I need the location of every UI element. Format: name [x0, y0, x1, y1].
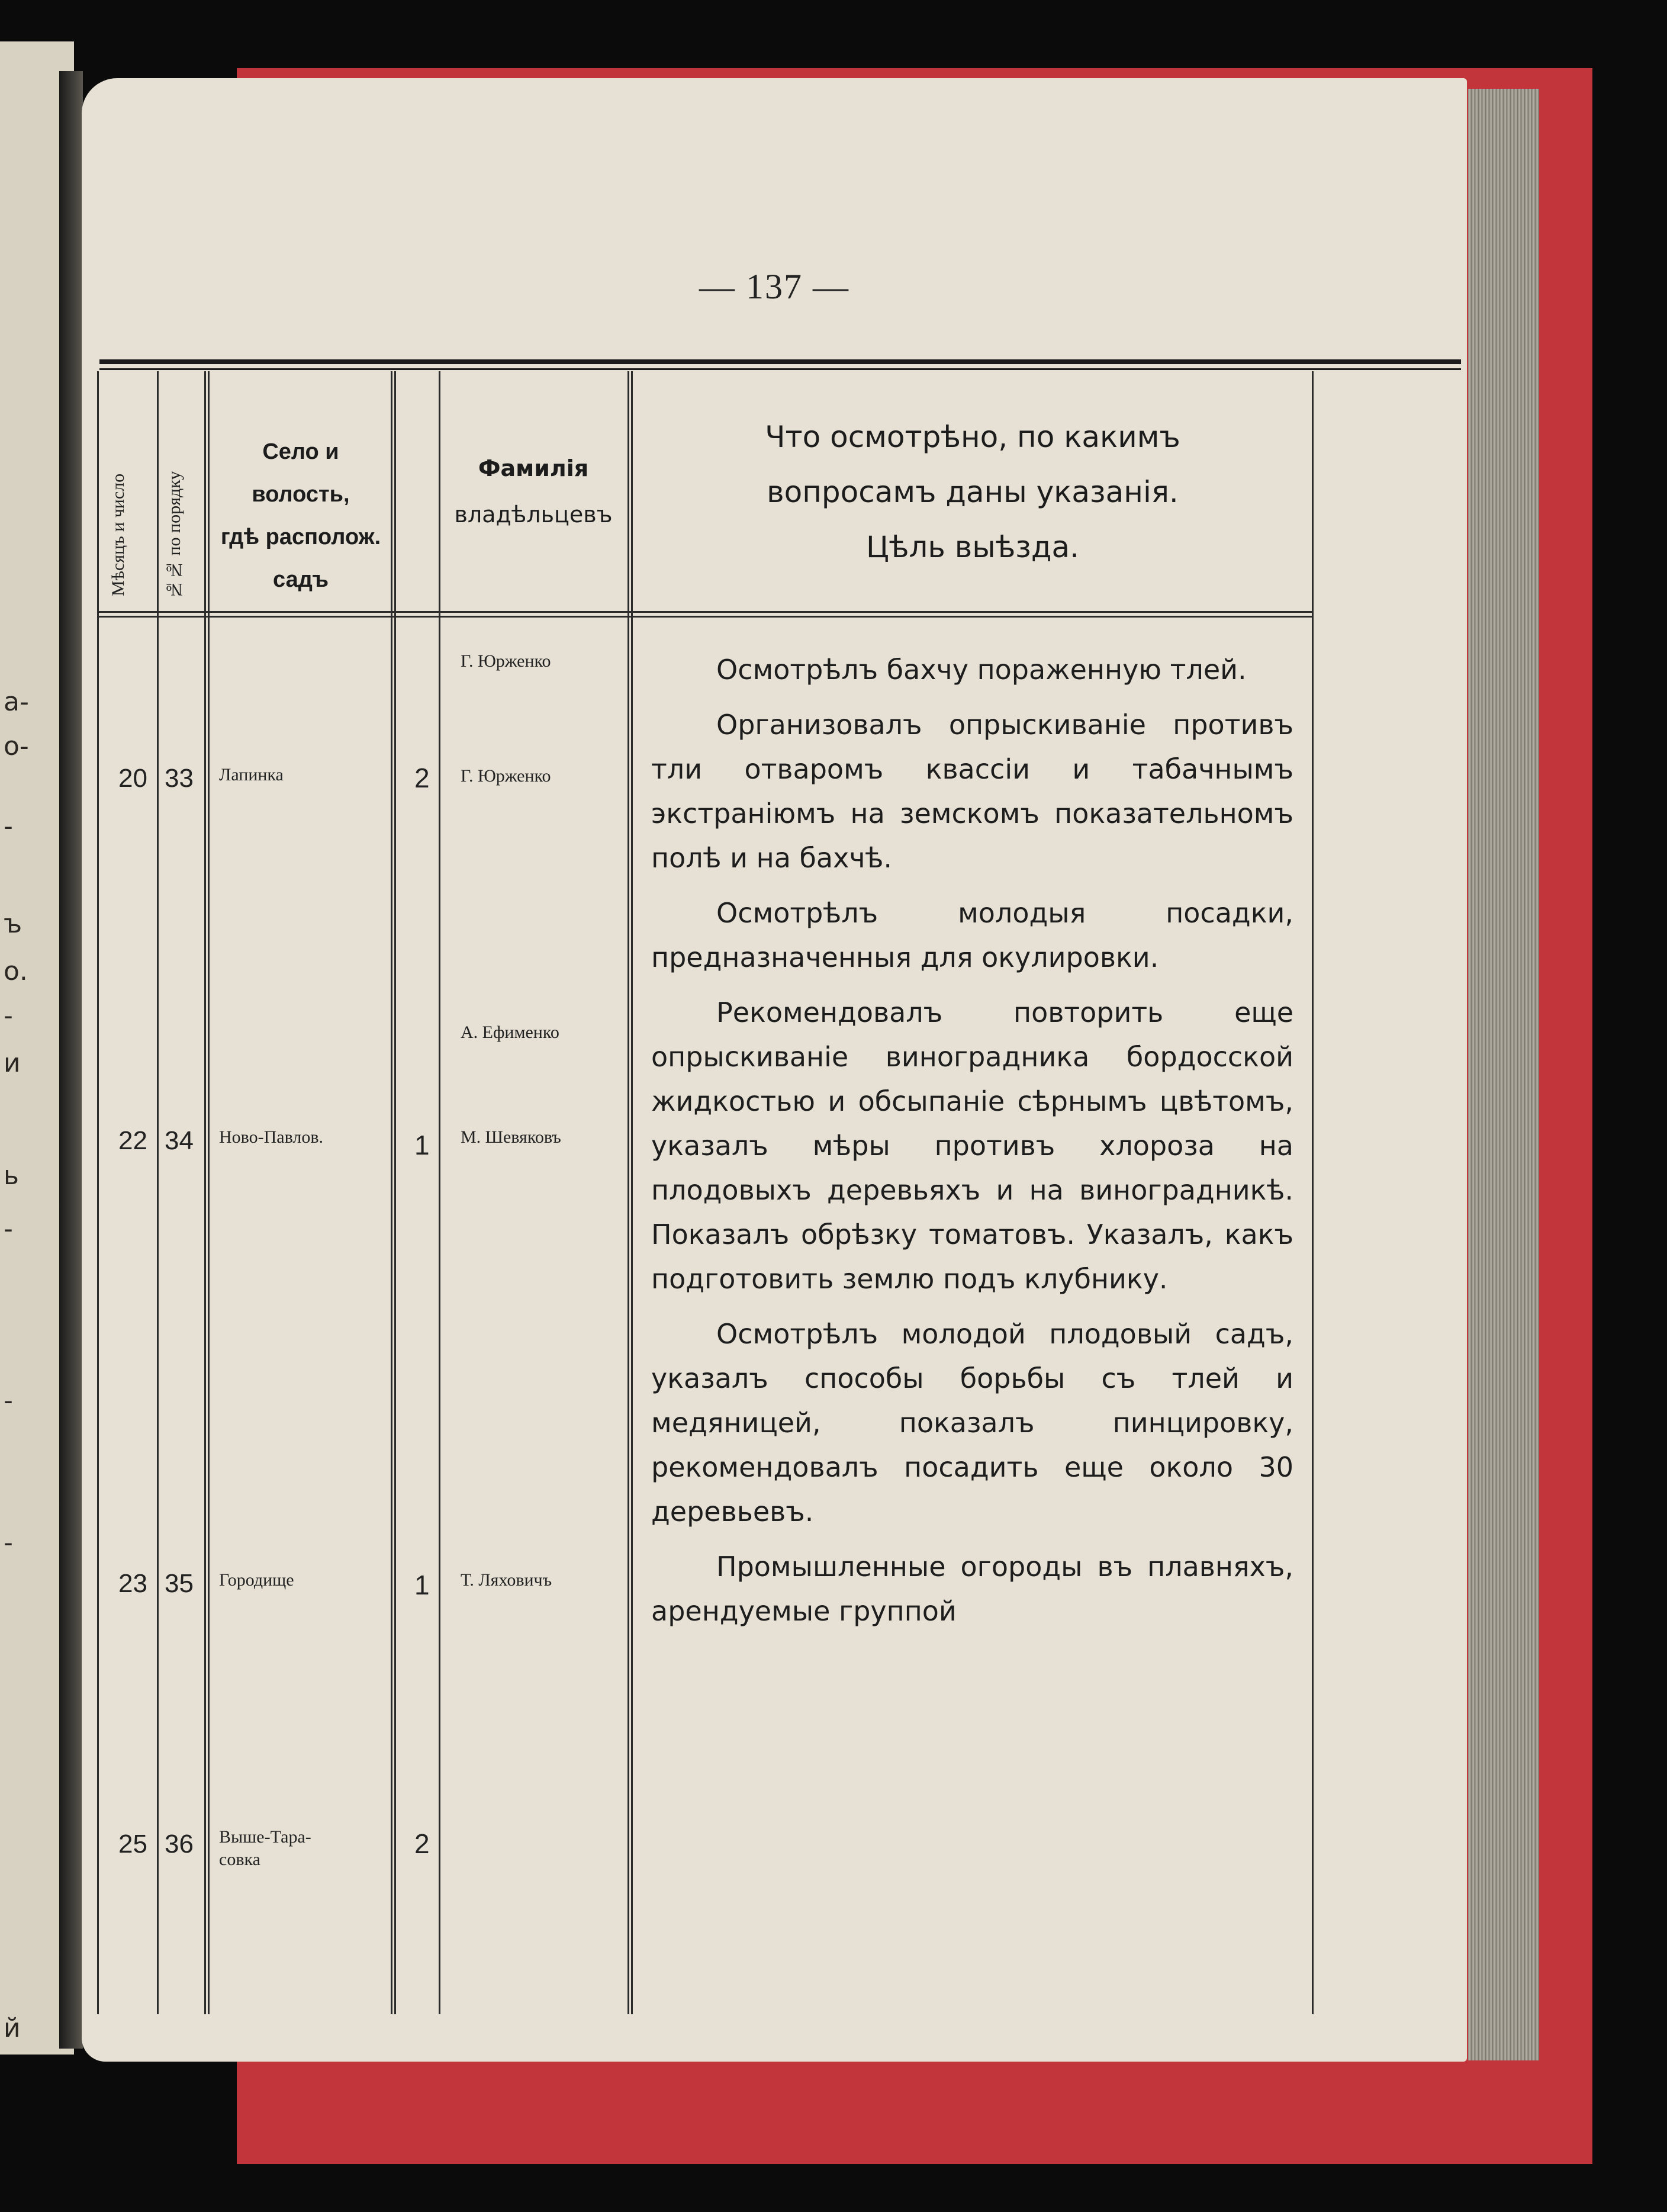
note-paragraph: Промышленные огороды въ плавняхъ, арендуемые группой: [651, 1551, 1293, 1627]
left-fragment: -: [4, 1528, 13, 1558]
place-cell: Лапинка: [219, 765, 284, 785]
order-cell: 34: [165, 1126, 194, 1155]
inspection-notes: [651, 648, 1293, 1644]
place-cell: Ново-Павлов.: [219, 1127, 324, 1147]
day-cell: 23: [118, 1569, 147, 1598]
header-line: гдѣ располож.: [220, 525, 381, 549]
owner-cell: Г. Юрженко: [461, 766, 551, 786]
header-owner: [440, 445, 626, 538]
left-fragment: и: [4, 1048, 21, 1078]
header-line: владѣльцевъ: [454, 501, 613, 528]
header-line: Цѣль выѣзда.: [866, 530, 1079, 564]
header-line: Что осмотрѣно, по какимъ: [765, 420, 1180, 454]
header-line: Село и волость,: [252, 439, 350, 507]
header-order-no: №№ по порядку: [165, 471, 184, 599]
owner-cell: М. Шевяковъ: [461, 1127, 561, 1147]
order-cell: 35: [165, 1569, 194, 1598]
header-inspected: [635, 410, 1310, 575]
column-divider: [157, 371, 159, 2014]
day-cell: 22: [118, 1126, 147, 1155]
header-line: Фамилія: [478, 455, 589, 481]
count-cell: 1: [414, 1570, 430, 1600]
left-fragment: -: [4, 1001, 13, 1031]
left-fragment: -: [4, 1214, 13, 1244]
left-fragment: -: [4, 1385, 13, 1416]
place-cell: Городище: [219, 1570, 294, 1590]
page-edges: [1468, 89, 1539, 2060]
note-paragraph: Осмотрѣлъ молодыя посадки, предназначенныя для окулировки.: [651, 897, 1293, 973]
header-month-day: Мѣсяцъ и число: [108, 473, 128, 596]
column-divider: [627, 371, 629, 2014]
note-paragraph: Осмотрѣлъ молодой плодовый садъ, указалъ способы борьбы съ тлей и медяницей, показалъ пинцировку, рекомендовалъ посадить еще около 30 деревьевъ.: [651, 1318, 1293, 1528]
day-cell: 20: [118, 764, 147, 793]
left-fragment: о.: [4, 956, 28, 986]
count-cell: 2: [414, 1828, 430, 1859]
owner-cell: Т. Ляховичъ: [461, 1570, 552, 1590]
table-border-left: [97, 371, 99, 2014]
header-village: [212, 430, 390, 601]
header-rule: [97, 611, 1314, 613]
order-cell: 33: [165, 764, 194, 793]
book-spine: [59, 71, 83, 2049]
header-rule: [97, 616, 1314, 618]
owner-cell: Г. Юрженко: [461, 651, 551, 671]
column-divider: [208, 371, 210, 2014]
column-divider: [391, 371, 392, 2014]
right-page: [82, 78, 1467, 2062]
note-paragraph: Организовалъ опрыскиваніе противъ тли отваромъ квассіи и табачнымъ экстраніюмъ на земскомъ показательномъ полѣ и на бахчѣ.: [651, 709, 1293, 874]
header-line: вопросамъ даны указанія.: [767, 475, 1179, 509]
note-paragraph: Рекомендовалъ повторить еще опрыскиваніе виноградника бордосской жидкостью и обсыпаніе сѣрнымъ цвѣтомъ, указалъ мѣры противъ хлороза на плодовыхъ деревьяхъ и на виноградникѣ. Показалъ обрѣзку томатовъ. Указалъ, какъ подготовить землю подъ клубнику.: [651, 996, 1293, 1295]
top-rule-thin: [99, 368, 1461, 370]
column-divider: [439, 371, 440, 2014]
owner-cell: А. Ефименко: [461, 1023, 559, 1042]
top-rule: [99, 359, 1461, 364]
count-cell: 1: [414, 1130, 430, 1160]
place-cell: Выше-Тара- совка: [219, 1827, 311, 1869]
left-fragment: й: [4, 2013, 21, 2043]
header-line: садъ: [272, 567, 329, 592]
day-cell: 25: [118, 1830, 147, 1859]
left-fragment: а-: [4, 687, 29, 717]
left-fragment: ь: [4, 1160, 19, 1191]
left-fragment: ъ: [4, 909, 22, 939]
column-divider: [204, 371, 206, 2014]
page-number: — 137 —: [699, 267, 849, 306]
note-paragraph: Осмотрѣлъ бахчу пораженную тлей.: [716, 654, 1247, 686]
order-cell: 36: [165, 1830, 194, 1859]
table-border-right: [1312, 371, 1314, 2014]
left-fragment: о-: [4, 731, 29, 761]
column-divider: [394, 371, 396, 2014]
column-divider: [631, 371, 633, 2014]
left-fragment: -: [4, 811, 13, 841]
count-cell: 2: [414, 763, 430, 793]
